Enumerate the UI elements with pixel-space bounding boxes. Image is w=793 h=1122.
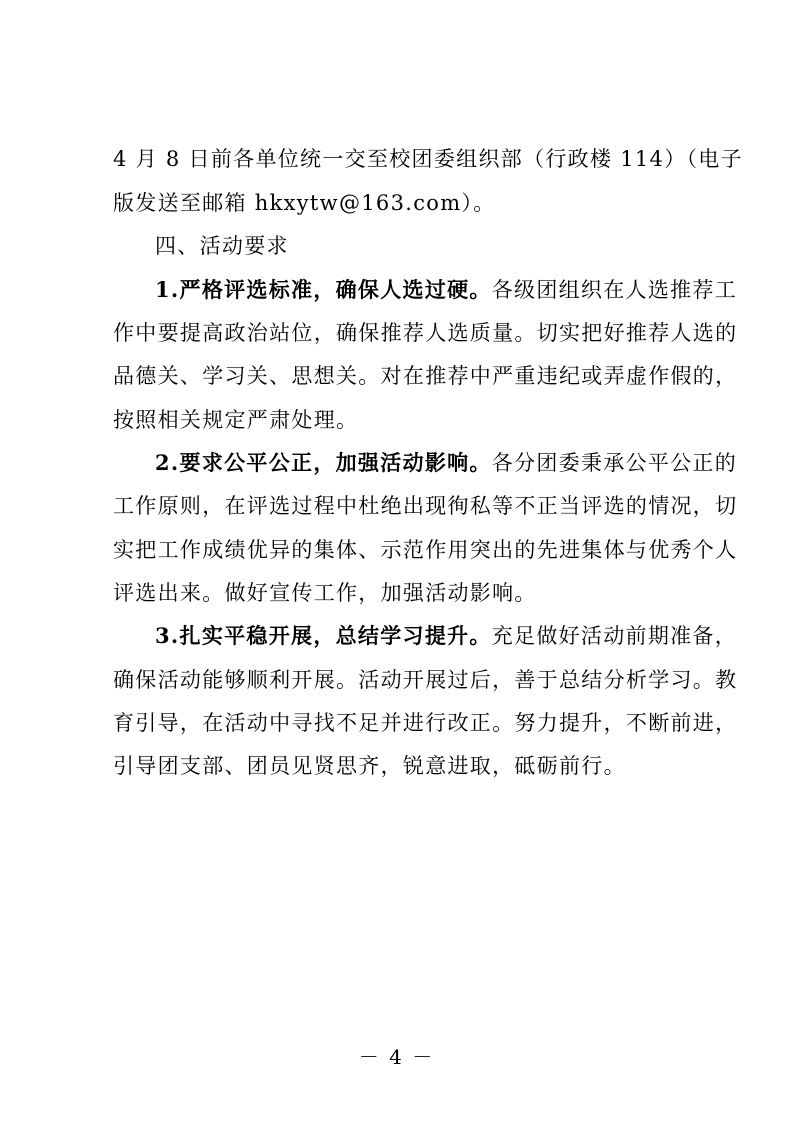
item-1-line-2: 作中要提高政治站位，确保推荐人选质量。切实把好推荐人选的 xyxy=(113,321,738,345)
item-2-heading: 2.要求公平公正，加强活动影响。 xyxy=(155,450,492,475)
item-3-text: 充足做好活动前期准备， xyxy=(491,624,738,648)
item-3-line-2: 确保活动能够顺利开展。活动开展过后，善于总结分析学习。教 xyxy=(113,668,738,692)
item-2-text: 各分团委秉承公平公正的 xyxy=(491,451,738,475)
item-3-line-3: 育引导，在活动中寻找不足并进行改正。努力提升，不断前进， xyxy=(113,711,738,735)
item-3-line-4: 引导团支部、团员见贤思齐，锐意进取，砥砺前行。 xyxy=(113,754,626,778)
item-1-line-4: 按照相关规定严肃处理。 xyxy=(113,408,359,432)
item-2-first-line xyxy=(155,447,738,479)
item-3-heading: 3.扎实平稳开展，总结学习提升。 xyxy=(155,623,492,648)
item-1-text: 各级团组织在人选推荐工 xyxy=(491,278,738,302)
section-heading: 四、活动要求 xyxy=(155,234,289,258)
item-1-heading: 1.严格评选标准，确保人选过硬。 xyxy=(155,277,492,302)
item-2-line-2: 工作原则，在评选过程中杜绝出现徇私等不正当评选的情况，切 xyxy=(113,494,738,518)
intro-line-1: 4 月 8 日前各单位统一交至校团委组织部（行政楼 114）（电子 xyxy=(113,147,743,171)
item-2-line-4: 评选出来。做好宣传工作，加强活动影响。 xyxy=(113,581,537,605)
intro-line-2: 版发送至邮箱 hkxytw@163.com）。 xyxy=(113,191,496,215)
page-number: － 4 － xyxy=(358,1045,435,1069)
item-3-first-line xyxy=(155,620,738,652)
item-1-line-3: 品德关、学习关、思想关。对在推荐中严重违纪或弄虚作假的， xyxy=(113,364,738,388)
item-2-line-3: 实把工作成绩优异的集体、示范作用突出的先进集体与优秀个人 xyxy=(113,538,738,562)
item-1-first-line xyxy=(155,274,738,306)
